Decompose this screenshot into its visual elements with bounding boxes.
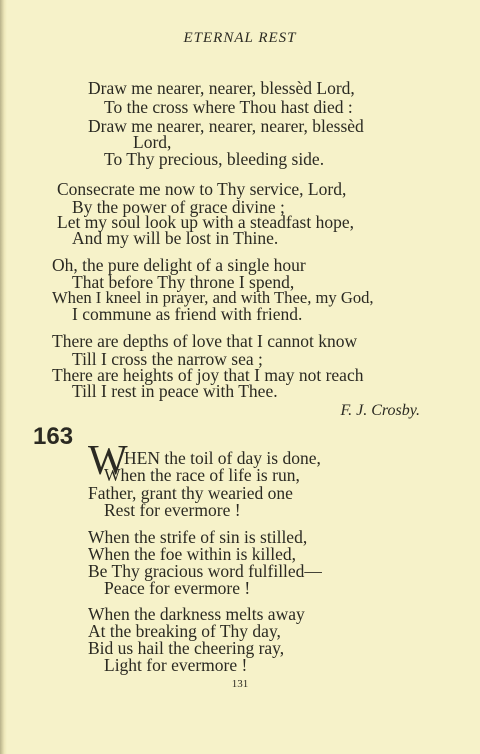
verse-line: When I kneel in prayer, and with Thee, my God,: [52, 288, 374, 307]
verse-line: Light for evermore !: [104, 655, 248, 675]
verse-line: Peace for evermore !: [104, 578, 251, 598]
hymn-number: 163: [33, 423, 74, 450]
verse-line: Draw me nearer, nearer, blessèd Lord,: [88, 78, 355, 98]
verse-line: Let my soul look up with a steadfast hope,: [57, 212, 354, 232]
verse-line: There are heights of joy that I may not reach: [52, 365, 364, 385]
verse-line: When the darkness melts away: [88, 604, 305, 624]
verse-line: There are depths of love that I cannot know: [52, 331, 358, 351]
verse-line: That before Thy throne I spend,: [72, 272, 295, 292]
verse-line: Till I cross the narrow sea ;: [72, 349, 263, 369]
verse-line: When the foe within is killed,: [88, 544, 297, 564]
verse-line: To Thy precious, bleeding side.: [104, 149, 325, 169]
verse-line: I commune as friend with friend.: [72, 304, 303, 324]
verse-line: Rest for evermore !: [104, 500, 241, 520]
verse-line: When the race of life is run,: [104, 465, 300, 485]
verse-line: When the strife of sin is stilled,: [88, 527, 308, 547]
page-gutter-edge: [0, 0, 7, 754]
verse-line: Bid us hail the cheering ray,: [88, 638, 285, 658]
verse-line: Draw me nearer, nearer, nearer, blessèd: [88, 116, 364, 136]
verse-line: Lord,: [133, 132, 172, 152]
verse-line: Oh, the pure delight of a single hour: [52, 255, 306, 275]
page-number: 131: [231, 678, 249, 690]
verse-line: At the breaking of Thy day,: [88, 621, 281, 641]
running-head: ETERNAL REST: [183, 30, 297, 46]
verse-line: Till I rest in peace with Thee.: [72, 381, 278, 401]
verse-line: Be Thy gracious word fulfilled—: [88, 561, 322, 581]
drop-cap: W: [88, 438, 128, 484]
verse-line: To the cross where Thou hast died :: [104, 97, 353, 117]
author-attribution: F. J. Crosby.: [340, 402, 420, 419]
verse-line: By the power of grace divine ;: [72, 197, 285, 217]
verse-line: And my will be lost in Thine.: [72, 228, 279, 248]
verse-line: Consecrate me now to Thy service, Lord,: [57, 179, 347, 199]
verse-line: Father, grant thy wearied one: [88, 483, 293, 503]
verse-line: HEN the toil of day is done,: [124, 448, 321, 468]
